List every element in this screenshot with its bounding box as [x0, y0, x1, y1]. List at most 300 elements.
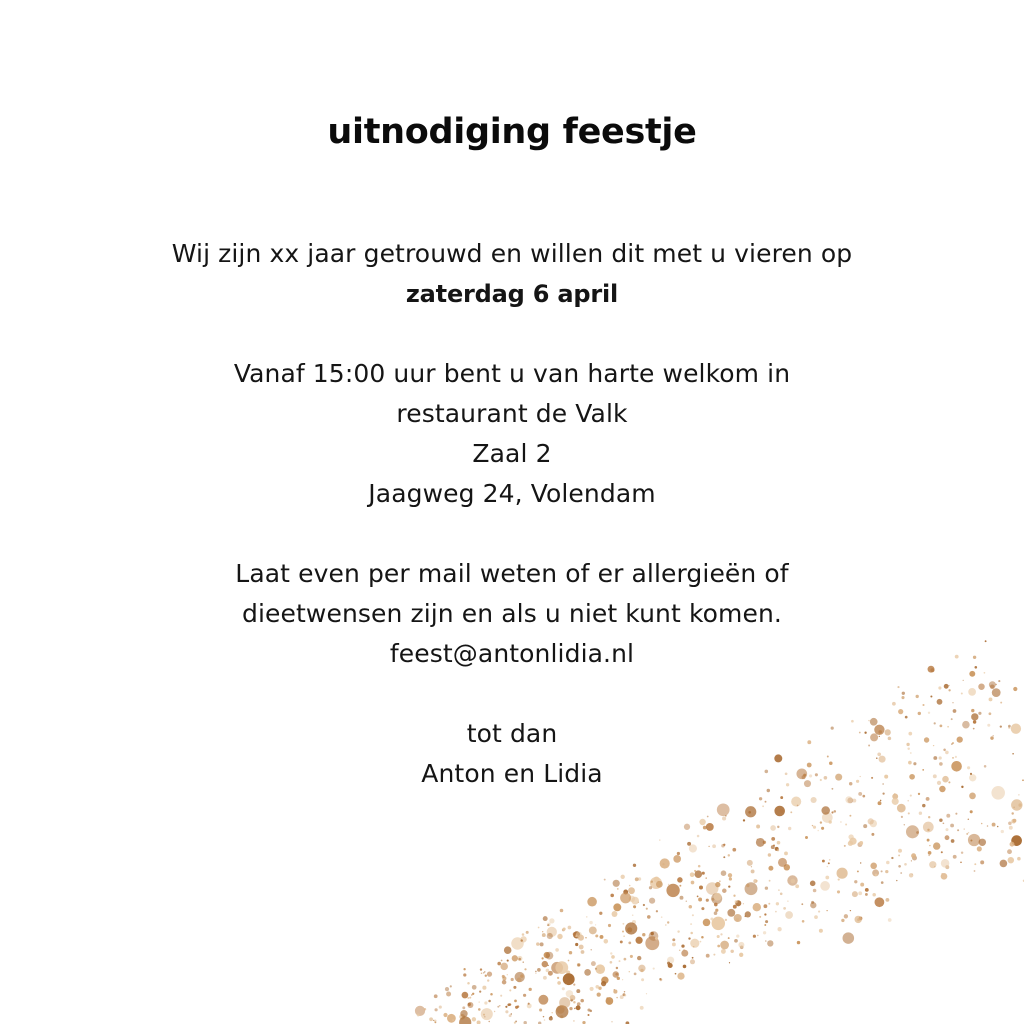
glitter-particle	[717, 803, 730, 816]
glitter-particle	[429, 1017, 433, 1021]
glitter-particle	[613, 971, 620, 978]
glitter-particle	[661, 916, 663, 918]
glitter-particle	[622, 979, 623, 980]
glitter-particle	[616, 967, 618, 969]
glitter-particle	[543, 976, 547, 980]
glitter-particle	[563, 928, 566, 931]
glitter-particle	[700, 941, 702, 943]
glitter-particle	[483, 1014, 485, 1016]
glitter-particle	[811, 901, 814, 904]
glitter-particle	[961, 851, 963, 853]
glitter-particle	[875, 897, 885, 907]
glitter-particle	[845, 796, 852, 803]
glitter-particle	[542, 933, 546, 937]
glitter-particle	[840, 821, 842, 823]
glitter-particle	[733, 905, 737, 909]
glitter-particle	[790, 811, 792, 813]
glitter-particle	[487, 971, 492, 976]
glitter-particle	[722, 816, 726, 820]
glitter-particle	[910, 795, 912, 797]
glitter-particle	[584, 969, 591, 976]
glitter-particle	[625, 922, 637, 934]
glitter-particle	[433, 1020, 434, 1021]
glitter-particle	[939, 818, 942, 821]
glitter-particle	[624, 958, 627, 961]
glitter-particle	[974, 863, 976, 865]
glitter-particle	[623, 890, 628, 895]
glitter-particle	[756, 838, 765, 847]
glitter-particle	[763, 841, 766, 844]
glitter-particle	[668, 884, 669, 885]
glitter-particle	[542, 961, 548, 967]
glitter-particle	[922, 804, 925, 807]
glitter-particle	[659, 978, 661, 980]
glitter-particle	[759, 916, 761, 918]
glitter-particle	[703, 919, 711, 927]
glitter-particle	[780, 796, 783, 799]
glitter-particle	[507, 974, 508, 975]
glitter-particle	[672, 938, 675, 941]
glitter-particle	[684, 824, 690, 830]
glitter-particle	[966, 833, 968, 835]
glitter-particle	[612, 911, 618, 917]
glitter-particle	[656, 881, 663, 888]
glitter-particle	[624, 994, 626, 996]
glitter-particle	[951, 839, 955, 843]
glitter-particle	[599, 970, 601, 972]
glitter-particle	[795, 884, 799, 888]
glitter-particle	[446, 992, 451, 997]
glitter-particle	[617, 888, 619, 890]
glitter-particle	[469, 997, 471, 999]
glitter-particle	[757, 935, 759, 937]
glitter-particle	[847, 798, 853, 804]
glitter-particle	[892, 793, 898, 799]
glitter-particle	[483, 972, 485, 974]
glitter-particle	[545, 953, 546, 954]
glitter-particle	[919, 812, 922, 815]
glitter-particle	[529, 988, 532, 991]
glitter-particle	[542, 931, 543, 932]
glitter-particle	[1010, 842, 1015, 847]
glitter-particle	[482, 986, 486, 990]
glitter-particle	[596, 935, 599, 938]
glitter-particle	[928, 851, 932, 855]
glitter-particle	[788, 827, 791, 830]
glitter-particle	[797, 805, 799, 807]
glitter-particle	[834, 810, 837, 813]
glitter-particle	[621, 875, 625, 879]
glitter-particle	[460, 1010, 467, 1017]
glitter-particle	[971, 840, 973, 842]
glitter-particle	[928, 855, 929, 856]
glitter-particle	[929, 845, 930, 846]
glitter-particle	[811, 797, 817, 803]
glitter-particle	[548, 971, 553, 976]
glitter-particle	[424, 1008, 426, 1010]
glitter-particle	[837, 890, 840, 893]
glitter-particle	[822, 812, 833, 823]
glitter-particle	[631, 897, 639, 905]
invitation-body	[0, 234, 1024, 794]
glitter-particle	[480, 968, 482, 970]
glitter-particle	[517, 978, 522, 983]
glitter-particle	[467, 997, 469, 999]
glitter-particle	[735, 900, 741, 906]
glitter-particle	[598, 986, 601, 989]
glitter-particle	[765, 940, 767, 942]
glitter-particle	[689, 844, 697, 852]
glitter-particle	[543, 916, 548, 921]
spacer	[0, 674, 1024, 714]
glitter-particle	[638, 877, 641, 880]
glitter-particle	[536, 942, 539, 945]
glitter-particle	[599, 912, 602, 915]
glitter-particle	[672, 942, 676, 946]
glitter-particle	[756, 825, 760, 829]
glitter-particle	[926, 797, 930, 801]
glitter-particle	[706, 899, 709, 902]
glitter-particle	[633, 905, 636, 908]
glitter-particle	[677, 972, 684, 979]
glitter-particle	[488, 1021, 489, 1022]
glitter-particle	[871, 833, 874, 836]
glitter-particle	[881, 881, 884, 884]
glitter-particle	[590, 987, 594, 991]
glitter-particle	[637, 956, 641, 960]
glitter-particle	[907, 800, 909, 802]
glitter-particle	[660, 858, 670, 868]
glitter-particle	[484, 971, 485, 972]
glitter-particle	[511, 1013, 512, 1014]
glitter-particle	[568, 960, 570, 962]
glitter-particle	[868, 818, 874, 824]
rsvp-line-2: dieetwensen zijn en als u niet kunt komen.	[242, 599, 782, 628]
glitter-particle	[508, 1003, 511, 1006]
glitter-particle	[497, 1006, 499, 1008]
glitter-particle	[693, 946, 694, 947]
glitter-particle	[478, 1001, 479, 1002]
glitter-particle	[665, 924, 667, 926]
glitter-particle	[728, 854, 730, 856]
glitter-particle	[434, 1021, 436, 1023]
glitter-particle	[765, 887, 768, 890]
glitter-particle	[723, 844, 725, 846]
glitter-particle	[632, 920, 636, 924]
glitter-particle	[771, 837, 775, 841]
glitter-particle	[604, 879, 606, 881]
glitter-particle	[843, 932, 855, 944]
event-date: zaterdag 6 april	[405, 280, 619, 308]
glitter-particle	[852, 891, 858, 897]
glitter-particle	[756, 880, 758, 882]
glitter-particle	[601, 981, 606, 986]
glitter-particle	[633, 864, 636, 867]
glitter-particle	[812, 825, 813, 826]
glitter-particle	[1008, 822, 1012, 826]
glitter-particle	[885, 870, 888, 873]
glitter-particle	[715, 909, 718, 912]
glitter-particle	[649, 886, 652, 889]
glitter-particle	[502, 976, 506, 980]
glitter-particle	[892, 798, 899, 805]
glitter-particle	[662, 863, 664, 865]
glitter-particle	[797, 941, 800, 944]
glitter-particle	[857, 842, 862, 847]
glitter-particle	[743, 819, 745, 821]
glitter-particle	[502, 980, 507, 985]
glitter-particle	[784, 864, 790, 870]
glitter-particle	[614, 989, 616, 991]
glitter-particle	[729, 877, 732, 880]
glitter-particle	[559, 997, 570, 1008]
glitter-particle	[777, 841, 781, 845]
glitter-particle	[957, 829, 959, 831]
glitter-particle	[514, 1000, 517, 1003]
glitter-particle	[768, 866, 773, 871]
glitter-particle	[642, 933, 645, 936]
glitter-particle	[881, 870, 883, 872]
glitter-particle	[615, 973, 618, 976]
glitter-particle	[463, 973, 466, 976]
glitter-particle	[906, 825, 919, 838]
glitter-particle	[677, 930, 679, 932]
glitter-particle	[1018, 803, 1021, 806]
glitter-particle	[701, 936, 704, 939]
glitter-particle	[620, 995, 624, 999]
glitter-particle	[728, 937, 730, 939]
glitter-particle	[844, 845, 846, 847]
glitter-particle	[934, 866, 936, 868]
glitter-particle	[555, 948, 559, 952]
glitter-particle	[708, 846, 709, 847]
glitter-particle	[694, 870, 696, 872]
glitter-particle	[728, 873, 732, 877]
glitter-particle	[641, 978, 644, 981]
glitter-particle	[445, 987, 449, 991]
glitter-particle	[778, 858, 787, 867]
glitter-particle	[848, 834, 853, 839]
glitter-particle	[570, 999, 573, 1002]
glitter-particle	[646, 908, 648, 910]
glitter-particle	[898, 865, 901, 868]
glitter-particle	[697, 896, 699, 898]
glitter-particle	[859, 917, 863, 921]
glitter-particle	[619, 960, 621, 962]
glitter-particle	[780, 809, 784, 813]
glitter-particle	[774, 806, 785, 817]
glitter-particle	[943, 822, 945, 824]
glitter-particle	[547, 924, 549, 926]
glitter-particle	[764, 924, 766, 926]
glitter-particle	[690, 872, 695, 877]
glitter-particle	[509, 989, 511, 991]
glitter-particle	[415, 1006, 425, 1016]
glitter-particle	[968, 834, 980, 846]
glitter-particle	[904, 824, 905, 825]
glitter-particle	[666, 884, 679, 897]
glitter-particle	[950, 824, 954, 828]
glitter-particle	[649, 898, 655, 904]
glitter-particle	[941, 851, 943, 853]
glitter-particle	[467, 1002, 473, 1008]
glitter-particle	[569, 1007, 572, 1010]
glitter-particle	[764, 913, 766, 915]
glitter-particle	[478, 1008, 481, 1011]
glitter-particle	[911, 853, 916, 858]
glitter-particle	[813, 889, 817, 893]
glitter-particle	[711, 898, 714, 901]
glitter-particle	[514, 1022, 516, 1024]
glitter-particle	[829, 820, 832, 823]
glitter-particle	[563, 973, 575, 985]
glitter-particle	[828, 862, 830, 864]
glitter-particle	[549, 918, 554, 923]
glitter-particle	[579, 945, 584, 950]
glitter-particle	[703, 826, 707, 830]
glitter-particle	[537, 968, 541, 972]
glitter-particle	[821, 806, 830, 815]
glitter-particle	[817, 830, 819, 832]
glitter-particle	[720, 933, 722, 935]
glitter-particle	[550, 1016, 552, 1018]
glitter-particle	[512, 955, 518, 961]
glitter-particle	[821, 827, 824, 830]
glitter-particle	[717, 935, 720, 938]
glitter-particle	[875, 873, 878, 876]
glitter-particle	[463, 968, 465, 970]
glitter-particle	[585, 937, 586, 938]
glitter-particle	[538, 995, 548, 1005]
glitter-particle	[857, 918, 860, 921]
glitter-particle	[540, 942, 544, 946]
glitter-particle	[763, 931, 766, 934]
glitter-particle	[714, 903, 718, 907]
glitter-particle	[721, 870, 727, 876]
glitter-particle	[613, 903, 621, 911]
glitter-particle	[820, 821, 822, 823]
glitter-particle	[717, 945, 720, 948]
glitter-particle	[784, 851, 788, 855]
glitter-particle	[562, 987, 565, 990]
glitter-particle	[638, 965, 645, 972]
glitter-particle	[900, 872, 902, 874]
glitter-particle	[560, 909, 564, 913]
glitter-particle	[765, 920, 768, 923]
glitter-particle	[595, 968, 597, 970]
glitter-particle	[507, 1004, 510, 1007]
glitter-particle	[524, 968, 526, 970]
glitter-particle	[511, 978, 514, 981]
glitter-particle	[576, 989, 580, 993]
glitter-particle	[751, 866, 752, 867]
glitter-particle	[562, 928, 565, 931]
glitter-particle	[523, 994, 526, 997]
glitter-particle	[560, 1015, 563, 1018]
glitter-particle	[675, 973, 677, 975]
glitter-particle	[849, 815, 851, 817]
glitter-particle	[945, 835, 950, 840]
glitter-particle	[747, 860, 753, 866]
glitter-particle	[787, 900, 789, 902]
glitter-particle	[567, 975, 572, 980]
glitter-particle	[1011, 819, 1016, 824]
glitter-particle	[997, 826, 999, 828]
glitter-particle	[941, 873, 942, 874]
glitter-particle	[776, 902, 779, 905]
glitter-particle	[589, 926, 597, 934]
glitter-particle	[854, 880, 857, 883]
glitter-particle	[522, 933, 525, 936]
venue-address: Jaagweg 24, Volendam	[368, 479, 656, 508]
glitter-particle	[970, 810, 973, 813]
glitter-particle	[677, 877, 683, 883]
glitter-particle	[862, 795, 865, 798]
glitter-particle	[668, 963, 673, 968]
glitter-particle	[472, 993, 474, 995]
glitter-particle	[721, 844, 725, 848]
glitter-particle	[872, 893, 876, 897]
glitter-particle	[484, 1016, 486, 1018]
glitter-particle	[595, 924, 596, 925]
glitter-particle	[813, 826, 816, 829]
glitter-particle	[487, 979, 489, 981]
rsvp-line-1: Laat even per mail weten of er allergieën of	[235, 559, 789, 588]
glitter-particle	[706, 954, 710, 958]
glitter-particle	[681, 944, 684, 947]
glitter-particle	[688, 937, 690, 939]
glitter-particle	[587, 1014, 589, 1016]
glitter-particle	[1009, 826, 1013, 830]
glitter-particle	[628, 942, 631, 945]
glitter-particle	[517, 1005, 520, 1008]
glitter-particle	[822, 860, 825, 863]
glitter-particle	[886, 861, 890, 865]
glitter-particle	[667, 957, 674, 964]
glitter-particle	[865, 888, 869, 892]
glitter-particle	[706, 882, 719, 895]
signature-line: Anton en Lidia	[421, 759, 603, 788]
glitter-particle	[521, 939, 523, 941]
glitter-particle	[509, 1014, 512, 1017]
glitter-particle	[573, 931, 580, 938]
glitter-particle	[557, 977, 559, 979]
glitter-particle	[911, 860, 912, 861]
glitter-particle	[746, 884, 749, 887]
glitter-particle	[617, 977, 620, 980]
glitter-particle	[551, 962, 563, 974]
glitter-particle	[611, 955, 615, 959]
glitter-particle	[723, 856, 725, 858]
spacer	[0, 514, 1024, 554]
glitter-particle	[501, 960, 503, 962]
glitter-particle	[515, 1020, 517, 1022]
glitter-particle	[595, 964, 605, 974]
glitter-particle	[539, 1008, 542, 1011]
glitter-particle	[765, 801, 767, 803]
glitter-particle	[462, 992, 469, 999]
glitter-particle	[488, 1000, 491, 1003]
glitter-particle	[650, 932, 653, 935]
glitter-particle	[462, 1006, 465, 1009]
glitter-particle	[927, 829, 929, 831]
glitter-particle	[820, 881, 830, 891]
glitter-particle	[635, 877, 639, 881]
glitter-particle	[706, 823, 714, 831]
glitter-particle	[673, 855, 681, 863]
glitter-particle	[570, 995, 576, 1001]
glitter-particle	[595, 985, 599, 989]
